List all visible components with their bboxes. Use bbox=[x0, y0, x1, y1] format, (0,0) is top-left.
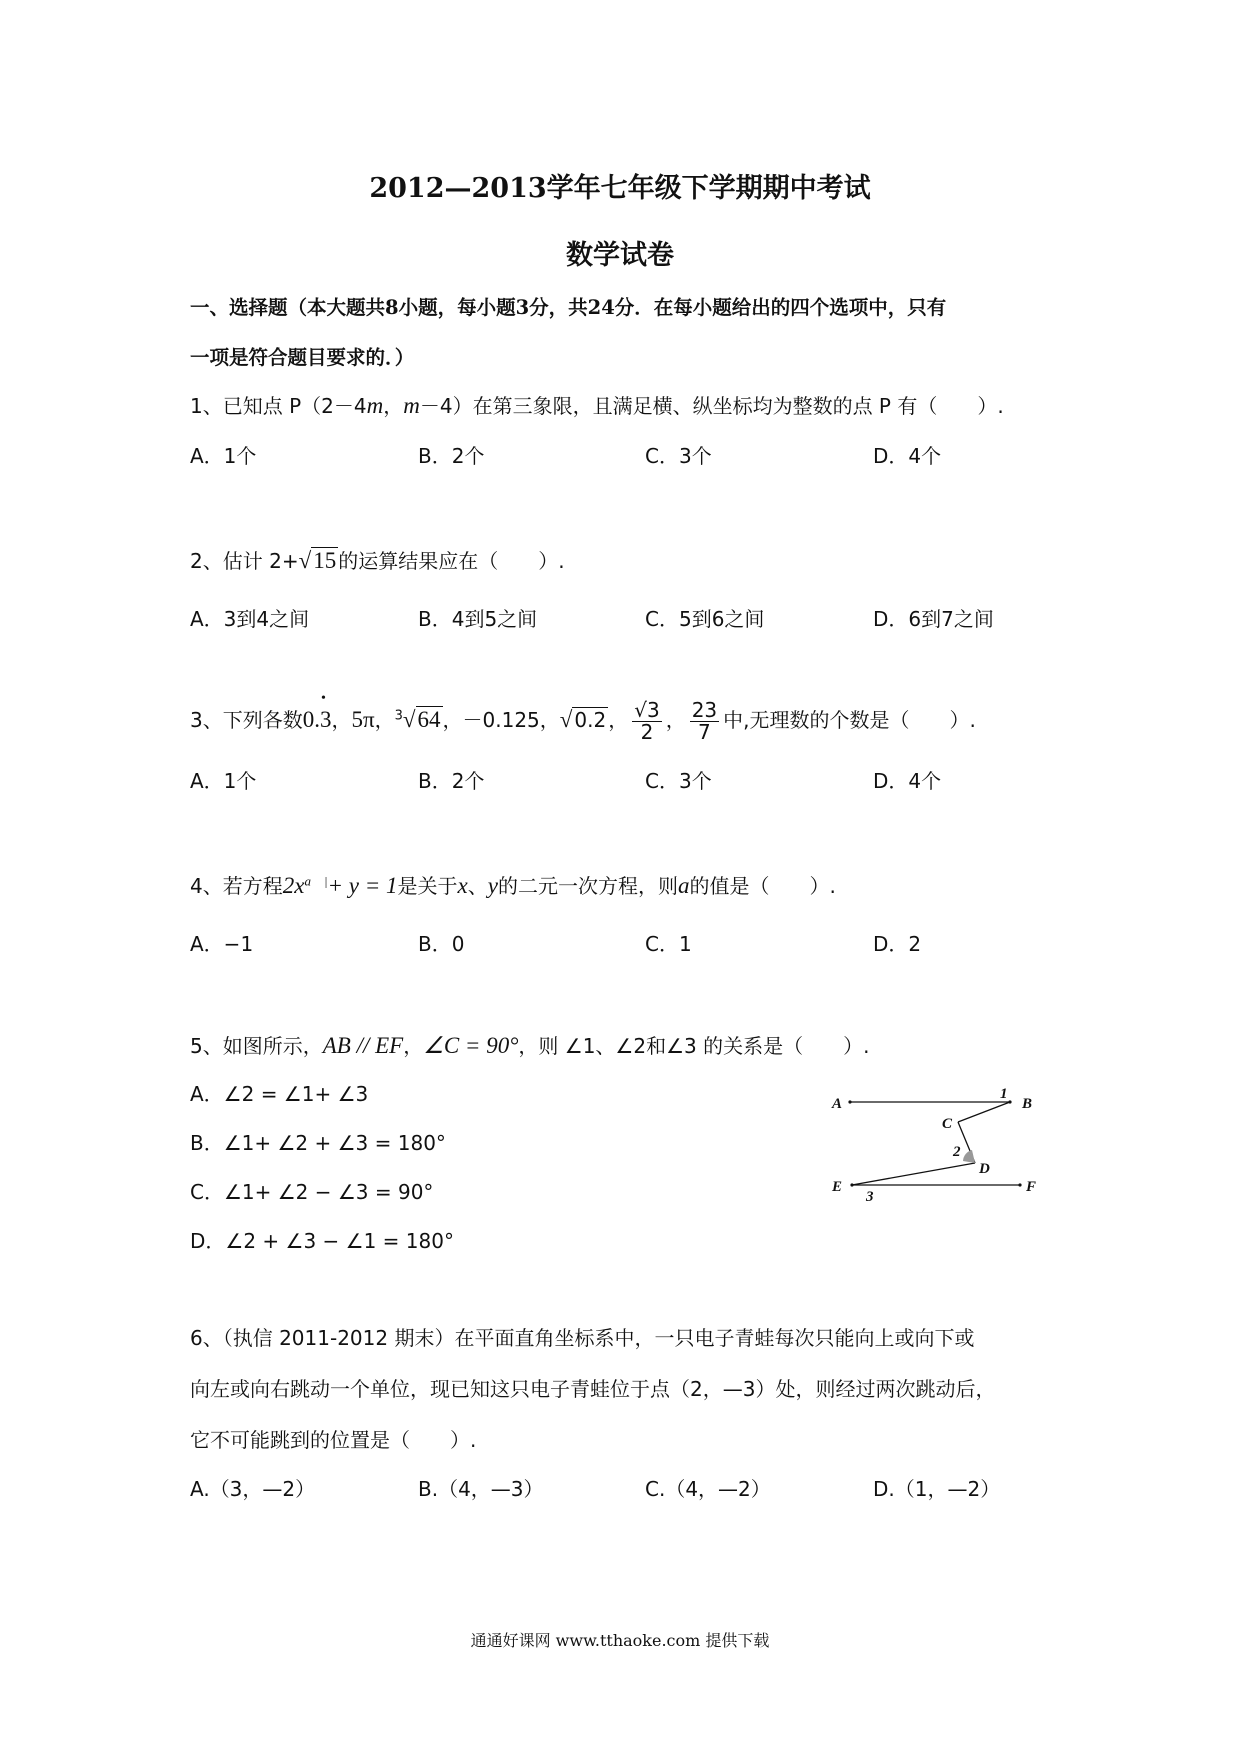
label-c: C bbox=[942, 1116, 953, 1132]
q4-option-b: B．0 bbox=[418, 932, 465, 956]
q4-var-y: y bbox=[487, 873, 498, 898]
q3-fraction-1 bbox=[632, 700, 661, 743]
q5-geometry-figure bbox=[820, 1070, 1040, 1210]
question-6-line3: 它不可能跳到的位置是（ ）. bbox=[190, 1428, 477, 1452]
line-bc bbox=[958, 1102, 1010, 1122]
q4-var-a: a bbox=[677, 873, 690, 898]
q5-option-b: B．∠1+ ∠2 + ∠3 = 180° bbox=[190, 1131, 446, 1155]
q3-f1-den: 2 bbox=[640, 720, 654, 744]
q1-option-b: B．2个 bbox=[418, 444, 485, 468]
q2-radicand: 15 bbox=[313, 548, 337, 573]
label-f: F bbox=[1026, 1179, 1037, 1195]
q4-text-c: 的二元一次方程，则 bbox=[497, 874, 678, 898]
label-e: E bbox=[832, 1179, 843, 1195]
q5-angle-c: ∠C = 90° bbox=[423, 1033, 519, 1058]
q4-text-d: 的值是（ ）. bbox=[689, 874, 836, 898]
question-2-stem bbox=[190, 545, 565, 574]
q1-text-c: －4）在第三象限，且满足横、纵坐标均为整数的点 P 有（ ）. bbox=[419, 394, 1004, 418]
q3-neg-value: ，－0.125， bbox=[442, 708, 560, 732]
q3-sqrt-radicand: 0.2 bbox=[574, 708, 607, 732]
q1-text-a: 1、已知点 P（2－4 bbox=[190, 394, 367, 418]
point-a bbox=[848, 1100, 851, 1103]
q3-sep1: ， bbox=[331, 708, 352, 732]
label-angle-2: 2 bbox=[953, 1144, 961, 1160]
label-a: A bbox=[832, 1096, 843, 1112]
question-5-stem bbox=[190, 1030, 869, 1059]
q3-f2-num: 23 bbox=[691, 698, 718, 722]
q5-option-c: C．∠1+ ∠2 − ∠3 = 90° bbox=[190, 1180, 434, 1204]
q1-option-d: D．4个 bbox=[873, 444, 942, 468]
q4-text-b: 是关于 bbox=[397, 874, 458, 898]
q6-option-d: D.（1，—2） bbox=[873, 1477, 1001, 1501]
exam-title: 2012—2013学年七年级下学期期中考试 bbox=[369, 173, 871, 204]
q2-sqrt: √15 bbox=[298, 548, 337, 573]
q5-sep: ， bbox=[403, 1034, 424, 1058]
label-b: B bbox=[1022, 1096, 1033, 1112]
q2-option-b: B．4到5之间 bbox=[418, 607, 538, 631]
question-4-stem bbox=[190, 870, 836, 899]
q4-eq-rest: + y = 1 bbox=[327, 873, 398, 898]
q3-cbrt-index: 3 bbox=[394, 708, 403, 724]
q1-text-b: ， bbox=[383, 394, 404, 418]
q3-option-c: C．3个 bbox=[645, 769, 712, 793]
q6-option-c: C.（4，—2） bbox=[645, 1477, 771, 1501]
exam-subtitle: 数学试卷 bbox=[566, 240, 674, 271]
question-1-stem bbox=[190, 390, 1004, 419]
q1-var-m: m bbox=[366, 393, 384, 418]
question-3-stem: 3、下列各数0.• 3，5π，$^3$√64 ，－0.125，√ 0.2 ， $\frac{√3}{2}$ ， $\frac{23}{7}$ 中,无理数的个数是（ ）. bbox=[190, 700, 976, 743]
question-6-line1: 6、（执信 2011-2012 期末）在平面直角坐标系中，一只电子青蛙每次只能向上或向下或 bbox=[190, 1326, 975, 1350]
point-e bbox=[850, 1183, 853, 1186]
q1-option-a: A．1个 bbox=[190, 444, 257, 468]
label-d: D bbox=[979, 1161, 990, 1177]
q3-f2-den: 7 bbox=[698, 720, 711, 744]
q1-option-c: C．3个 bbox=[645, 444, 712, 468]
q2-option-c: C．5到6之间 bbox=[645, 607, 765, 631]
q4-eq-exponent: a | bbox=[304, 873, 328, 889]
question-6-line2: 向左或向右跳动一个单位，现已知这只电子青蛙位于点（2，—3）处，则经过两次跳动后， bbox=[190, 1377, 996, 1401]
q5-text-a: 5、如图所示， bbox=[190, 1034, 323, 1058]
q3-five-pi: 5π bbox=[351, 707, 375, 732]
q5-parallel: AB // EF bbox=[322, 1033, 404, 1058]
q6-option-b: B.（4，—3） bbox=[418, 1477, 544, 1501]
q3-text-b: 中,无理数的个数是（ ）. bbox=[723, 708, 976, 732]
q2-expr: 2+ bbox=[269, 549, 299, 573]
line-de bbox=[852, 1163, 975, 1185]
q4-option-a: A．−1 bbox=[190, 932, 254, 956]
q3-option-d: D．4个 bbox=[873, 769, 942, 793]
q4-var-x: x bbox=[457, 873, 468, 898]
q4-text-a: 4、若方程 bbox=[190, 874, 283, 898]
q3-fraction-2 bbox=[690, 700, 719, 743]
q3-f1-num: √3 bbox=[634, 698, 660, 722]
label-angle-1: 1 bbox=[1000, 1086, 1008, 1102]
q3-text-a: 3、下列各数 bbox=[190, 708, 303, 732]
q5-option-d: D．∠2 + ∠3 − ∠1 = 180° bbox=[190, 1229, 454, 1253]
q2-option-a: A．3到4之间 bbox=[190, 607, 310, 631]
q1-var-m2: m bbox=[403, 393, 420, 418]
q3-cbrt-radicand: 64 bbox=[417, 707, 441, 732]
q3-repeating-int: 0. bbox=[302, 707, 320, 732]
q2-option-d: D．6到7之间 bbox=[873, 607, 994, 631]
q3-sep2: ， bbox=[374, 708, 395, 732]
angle-2-marker bbox=[963, 1150, 975, 1163]
point-f bbox=[1018, 1183, 1021, 1186]
q6-option-a: A.（3，—2） bbox=[190, 1477, 316, 1501]
q4-option-d: D．2 bbox=[873, 932, 922, 956]
q2-text-b: 的运算结果应在（ ）. bbox=[338, 549, 565, 573]
page-footer: 通通好课网 www.tthaoke.com 提供下载 bbox=[470, 1631, 770, 1650]
q3-repeating-digit: • 3 bbox=[320, 707, 332, 733]
section-header-line2: 一项是符合题目要求的．） bbox=[190, 346, 415, 369]
q4-sep: 、 bbox=[467, 874, 488, 898]
q4-option-c: C．1 bbox=[645, 932, 692, 956]
q3-sep3: ， bbox=[608, 708, 629, 732]
q2-text-a: 2、估计 bbox=[190, 549, 263, 573]
q5-text-b: ，则 ∠1、∠2和∠3 的关系是（ ）. bbox=[518, 1034, 870, 1058]
section-header-line1: 一、选择题（本大题共8小题，每小题3分，共24分．在每小题给出的四个选项中，只有 bbox=[190, 296, 947, 319]
q3-sep4: ， bbox=[665, 708, 686, 732]
label-angle-3: 3 bbox=[866, 1189, 874, 1205]
q5-option-a: A．∠2 = ∠1+ ∠3 bbox=[190, 1082, 369, 1106]
q3-option-b: B．2个 bbox=[418, 769, 485, 793]
q3-option-a: A．1个 bbox=[190, 769, 257, 793]
q4-eq-2x: 2x bbox=[282, 873, 305, 898]
point-b bbox=[1008, 1100, 1011, 1103]
